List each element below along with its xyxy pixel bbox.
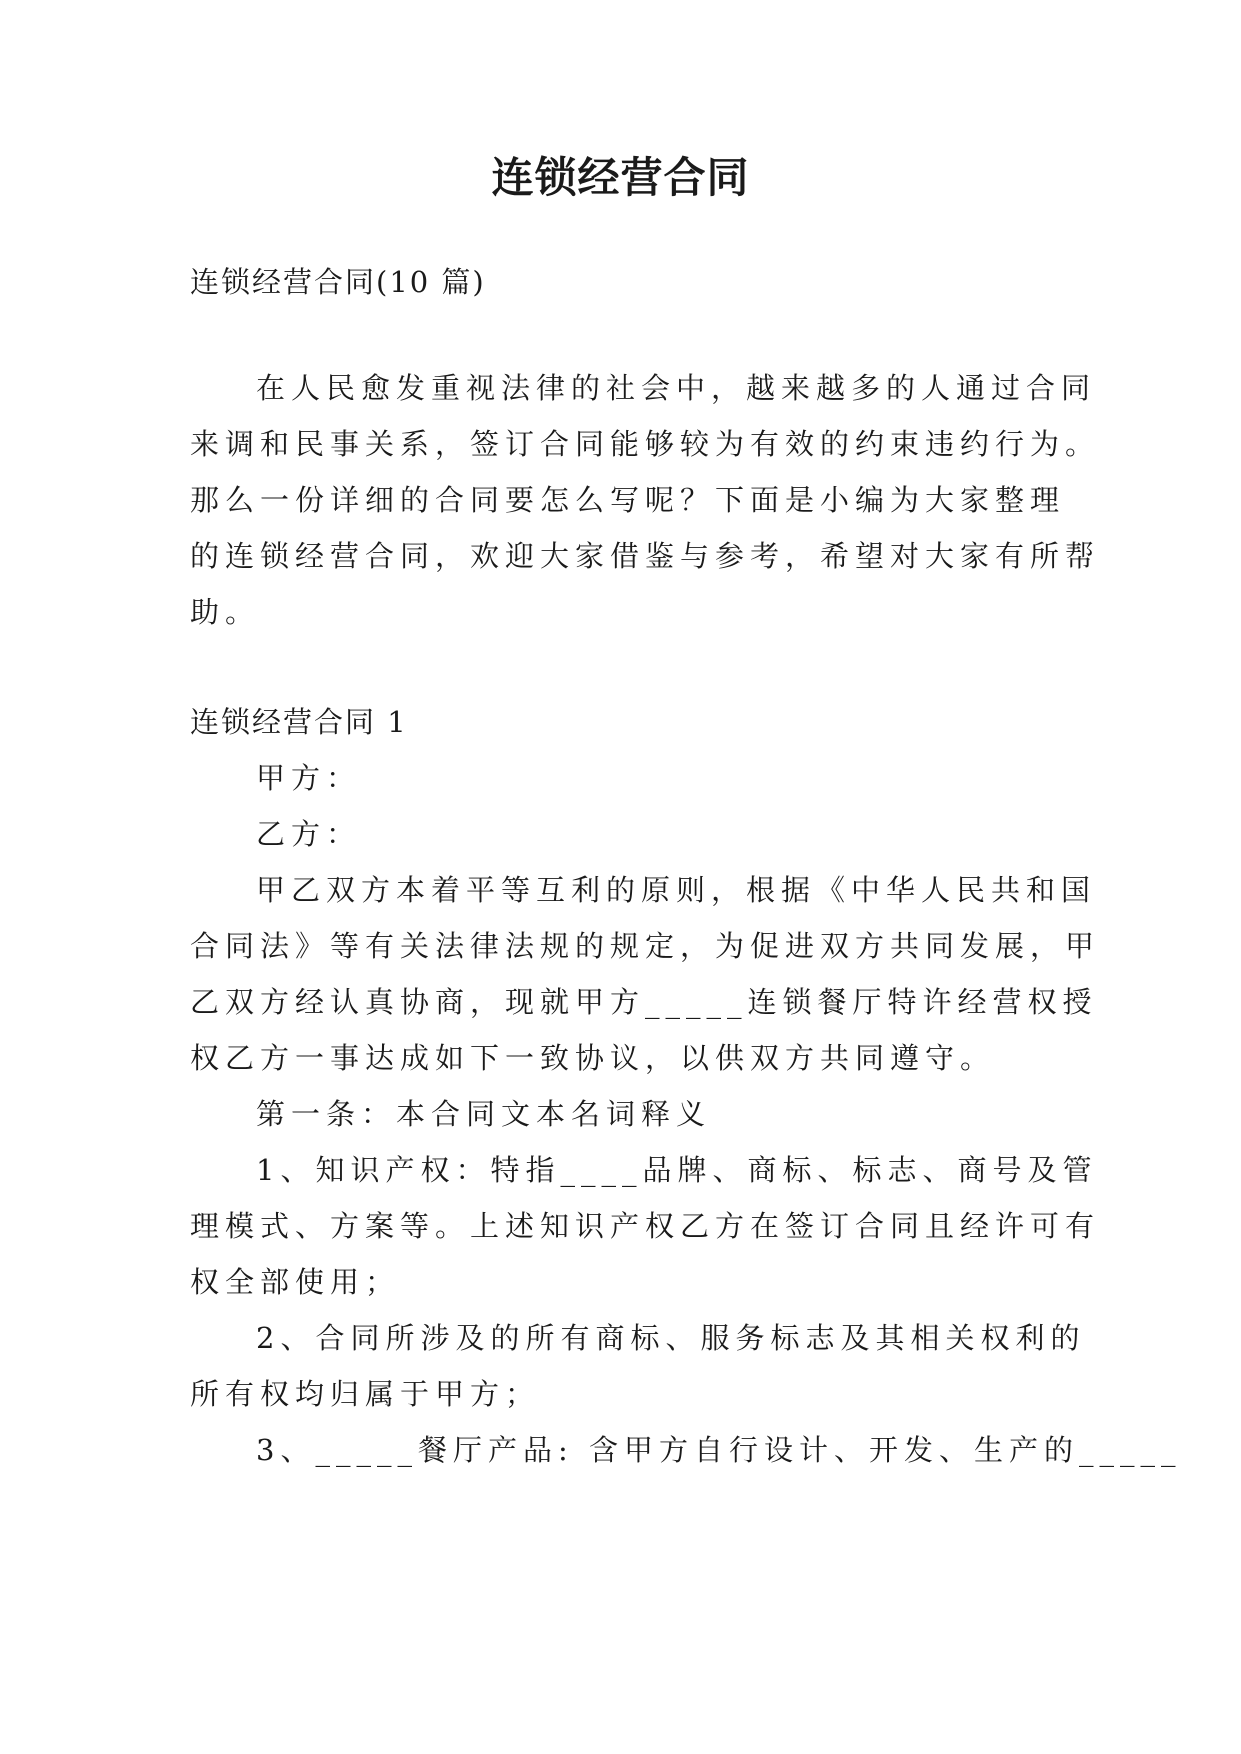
clause-2-line-1: 2、合同所涉及的所有商标、服务标志及其相关权利的 [256,1321,1086,1355]
clause-3-line-1: 3、_____餐厅产品: 含甲方自行设计、开发、生产的_____ [256,1433,1182,1467]
clause-1-line-2: 理模式、方案等。上述知识产权乙方在签订合同且经许可有 [190,1209,1101,1243]
clause-2-line-2: 所有权均归属于甲方； [190,1377,541,1411]
intro-line-3: 那么一份详细的合同要怎么写呢？下面是小编为大家整理 [190,483,1066,517]
party-b-label: 乙方： [256,817,362,851]
preamble-line-3: 乙双方经认真协商，现就甲方_____连锁餐厅特许经营权授 [190,985,1098,1019]
intro-line-1: 在人民愈发重视法律的社会中，越来越多的人通过合同 [256,371,1097,405]
section-title: 连锁经营合同 1 [190,705,408,739]
preamble-line-4: 权乙方一事达成如下一致协议，以供双方共同遵守。 [190,1041,996,1075]
preamble-line-2: 合同法》等有关法律法规的规定，为促进双方共同发展，甲 [190,929,1101,963]
document-subtitle: 连锁经营合同(10 篇) [190,265,486,299]
intro-line-4: 的连锁经营合同，欢迎大家借鉴与参考，希望对大家有所帮 [190,539,1101,573]
intro-line-5: 助。 [190,595,261,629]
preamble-line-1: 甲乙双方本着平等互利的原则，根据《中华人民共和国 [256,873,1097,907]
article-1-title: 第一条：本合同文本名词释义 [256,1097,712,1131]
clause-1-line-1: 1、知识产权：特指____品牌、商标、标志、商号及管 [256,1153,1098,1187]
document-title: 连锁经营合同 [491,153,750,202]
party-a-label: 甲方： [256,761,362,795]
clause-1-line-3: 权全部使用； [190,1265,401,1299]
intro-line-2: 来调和民事关系，签订合同能够较为有效的约束违约行为。 [190,427,1101,461]
